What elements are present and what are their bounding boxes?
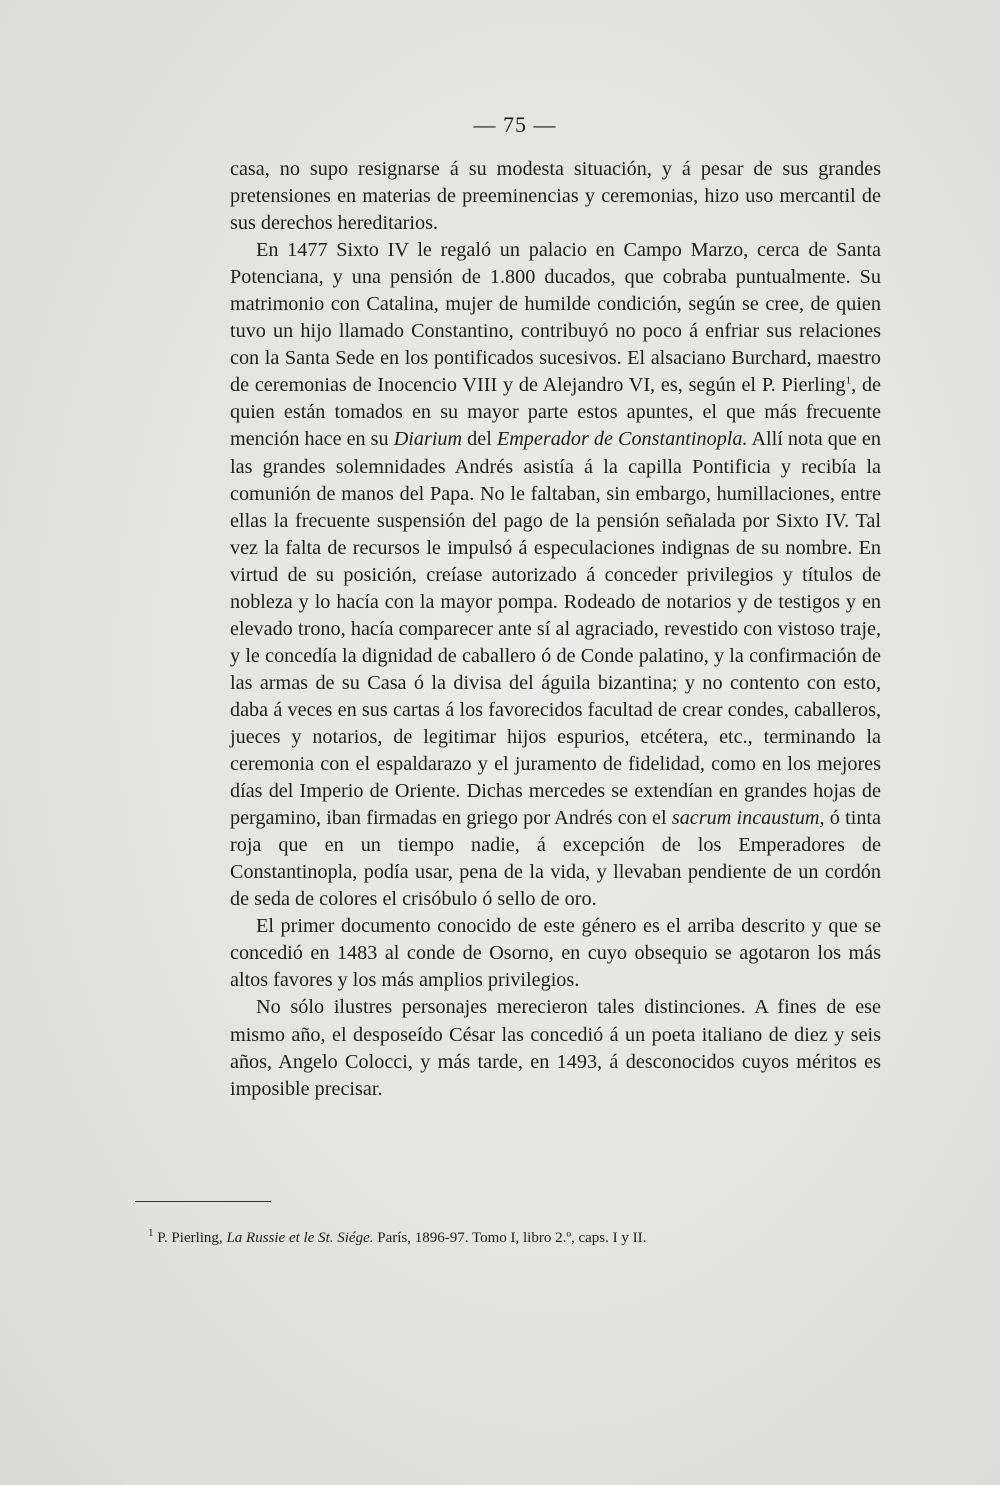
footnote-author: P. Pierling, [153,1230,227,1246]
sacrum-incaustum-term: sacrum incaustum, [671,807,825,830]
paragraph-1: casa, no supo resignarse á su modesta situación, y á pesar de sus grandes pretensiones en materias de preeminencias y ceremonias, hizo uso mercantil de sus derechos hereditarios. [230,158,881,235]
footnote-marker: 1 [148,1227,154,1239]
footnote-reference: 1 [845,374,852,387]
footnote-details: París, 1896-97. Tomo I, libro 2.º, caps. I y II. [373,1230,647,1246]
paragraph-2-text-c: del [462,428,497,451]
paragraph-4: No sólo ilustres personajes merecieron tales distinciones. A fines de ese mismo año, el desposeído César las concedió á un poeta italiano de diez y seis años, Angelo Colocci, y más tarde, en 1493, á desconocidos cuyos méritos es imposible precisar. [230,996,881,1100]
paragraph-2-text-d: Allí nota que en las grandes solemnidades Andrés asistía á la capilla Pontificia y recibía la comunión de manos del Papa. No le faltaban, sin embargo, humillaciones, entre ellas la frecuente suspensión del pago de la pensión señalada por Sixto IV. Tal vez la falta de recursos le impulsó á especulaciones indignas de su nombre. En virtud de su posición, creíase autorizado á conceder privilegios y títulos de nobleza y lo hacía con la mayor pompa. Rodeado de notarios y de testigos y en elevado trono, hacía comparecer ante sí al agraciado, revestido con vistoso traje, y le concedía la dignidad de caballero ó de Conde palatino, y la confirmación de las armas de su Casa ó la divisa del águila bizantina; y no contento con esto, daba á veces en sus cartas á los favorecidos facultad de crear condes, caballeros, jueces y notarios, de legitimar hijos espurios, etcétera, etc., terminando la ceremonia con el espaldarazo y el juramento de fidelidad, como en los mejores días del Imperio de Oriente. Dichas mercedes se extendían en grandes hojas de pergamino, iban firmadas en griego por Andrés con el [230,428,881,830]
footnote-divider [135,1201,271,1202]
paragraph-2-text-b: , de quien están tomados en su mayor parte estos apuntes, el que más frecuente mención hace en su [230,374,881,451]
footnote-book-title: La Russie et le St. Siége. [226,1230,374,1246]
body-text [230,156,881,1103]
paragraph-2-text-e: ó tinta roja que en un tiempo nadie, á excepción de los Emperadores de Constantinopla, podía usar, pena de la vida, y llevaban pendiente de un cordón de seda de colores el crisóbulo ó sello de oro. [230,807,881,911]
footnote [148,1228,888,1248]
emperador-title: Emperador de Constantinopla. [496,428,748,451]
page-number: — 75 — [473,112,557,137]
paragraph-2-text-a: En 1477 Sixto IV le regaló un palacio en Campo Marzo, cerca de Santa Potenciana, y una pensión de 1.800 ducados, que cobraba puntualmente. Su matrimonio con Catalina, mujer de humilde condición, según se cree, de quien tuvo un hijo llamado Constantino, contribuyó no poco á enfriar sus relaciones con la Santa Sede en los pontificados sucesivos. El alsaciano Burchard, maestro de ceremonias de Inocencio VIII y de Alejandro VI, es, según el P. Pierling [230,239,881,397]
paragraph-3: El primer documento conocido de este género es el arriba descrito y que se concedió en 1483 al conde de Osorno, en cuyo obsequio se agotaron los más altos favores y los más amplios privilegios. [230,915,881,992]
paragraph-2 [230,237,881,913]
diarium-title: Diarium [393,428,463,451]
